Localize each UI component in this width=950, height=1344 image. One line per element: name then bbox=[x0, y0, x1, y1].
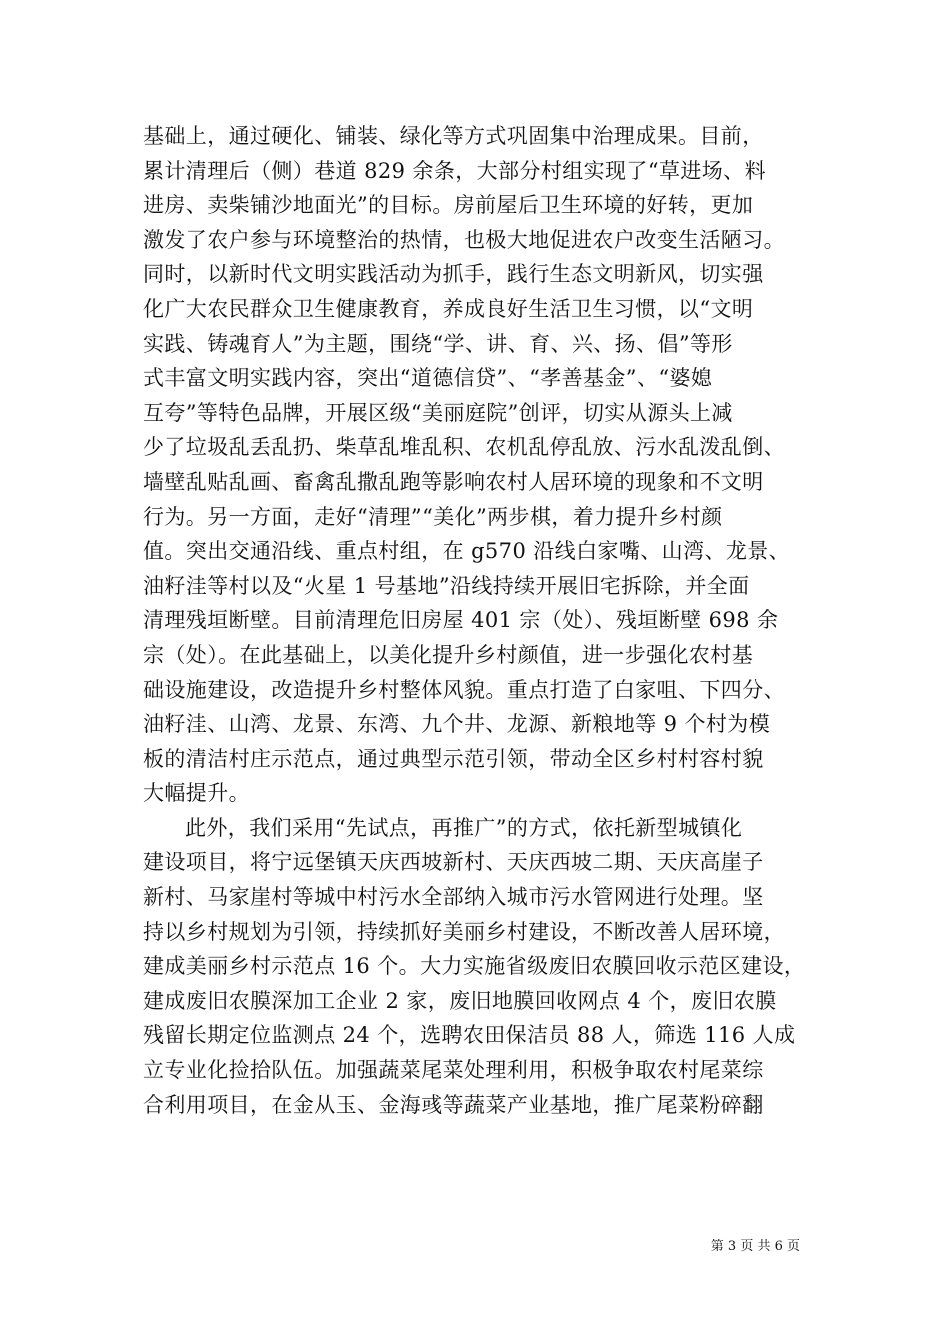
text-line: 建成废旧农膜深加工企业 2 家，废旧地膜回收网点 4 个，废旧农膜 bbox=[143, 988, 777, 1013]
text-line: 础设施建设，改造提升乡村整体风貌。重点打造了白家咀、下四分、 bbox=[143, 677, 785, 702]
text-line: 新村、马家崖村等城中村污水全部纳入城市污水管网进行处理。坚 bbox=[143, 885, 764, 910]
text-line: 互夸”等特色品牌，开展区级“美丽庭院”创评，切实从源头上减 bbox=[143, 400, 733, 425]
text-line: 实践、铸魂育人”为主题，围绕“学、讲、育、兴、扬、倡”等形 bbox=[143, 331, 733, 356]
text-line: 建设项目，将宁远堡镇天庆西坡新村、天庆西坡二期、天庆高崖子 bbox=[143, 850, 764, 875]
text-line: 残留长期定位监测点 24 个，选聘农田保洁员 88 人，筛选 116 人成 bbox=[143, 1023, 796, 1048]
text-line: 清理残垣断壁。目前清理危旧房屋 401 宗（处）、残垣断壁 698 余 bbox=[143, 608, 779, 633]
text-line: 合利用项目，在金从玉、金海彧等蔬菜产业基地，推广尾菜粉碎翻 bbox=[143, 1092, 764, 1117]
text-line: 同时，以新时代文明实践活动为抓手，践行生态文明新风，切实强 bbox=[143, 262, 764, 287]
paragraph-2 bbox=[143, 811, 807, 1122]
text-line: 激发了农户参与环境整治的热情，也极大地促进农户改变生活陋习。 bbox=[143, 227, 785, 252]
text-line: 累计清理后（侧）巷道 829 余条，大部分村组实现了“草进场、料 bbox=[143, 158, 766, 183]
text-line: 持以乡村规划为引领，持续抓好美丽乡村建设，不断改善人居环境， bbox=[143, 919, 785, 944]
text-line: 建成美丽乡村示范点 16 个。大力实施省级废旧农膜回收示范区建设， bbox=[143, 954, 806, 979]
text-line: 立专业化捡拾队伍。加强蔬菜尾菜处理利用，积极争取农村尾菜综 bbox=[143, 1058, 764, 1083]
text-line: 油籽洼、山湾、龙景、东湾、九个井、龙源、新粮地等 9 个村为模 bbox=[143, 712, 771, 737]
page-number: 第 3 页 共 6 页 bbox=[710, 1239, 800, 1254]
text-line: 大幅提升。 bbox=[143, 781, 250, 806]
paragraph-1 bbox=[143, 119, 807, 811]
text-line: 此外，我们采用“先试点，再推广”的方式，依托新型城镇化 bbox=[185, 815, 743, 840]
text-line: 少了垃圾乱丢乱扔、柴草乱堆乱积、农机乱停乱放、污水乱泼乱倒、 bbox=[143, 435, 785, 460]
text-line: 基础上，通过硬化、铺装、绿化等方式巩固集中治理成果。目前， bbox=[143, 124, 764, 148]
text-line: 油籽洼等村以及“火星 1 号基地”沿线持续开展旧宅拆除，并全面 bbox=[143, 573, 750, 598]
text-line: 墙壁乱贴乱画、畜禽乱撒乱跑等影响农村人居环境的现象和不文明 bbox=[143, 469, 764, 494]
text-line: 行为。另一方面，走好“清理”“美化”两步棋，着力提升乡村颜 bbox=[143, 504, 723, 529]
text-line: 值。突出交通沿线、重点村组，在 g570 沿线白家嘴、山湾、龙景、 bbox=[143, 539, 791, 564]
document-body bbox=[143, 119, 807, 1122]
text-line: 式丰富文明实践内容，突出“道德信贷”、“孝善基金”、“婆媳 bbox=[143, 366, 713, 391]
text-line: 宗（处）。在此基础上，以美化提升乡村颜值，进一步强化农村基 bbox=[143, 642, 754, 667]
text-line: 板的清洁村庄示范点，通过典型示范引领，带动全区乡村村容村貌 bbox=[143, 746, 764, 771]
text-line: 化广大农民群众卫生健康教育，养成良好生活卫生习惯，以“文明 bbox=[143, 296, 754, 321]
text-line: 进房、卖柴铺沙地面光”的目标。房前屋后卫生环境的好转，更加 bbox=[143, 193, 754, 218]
